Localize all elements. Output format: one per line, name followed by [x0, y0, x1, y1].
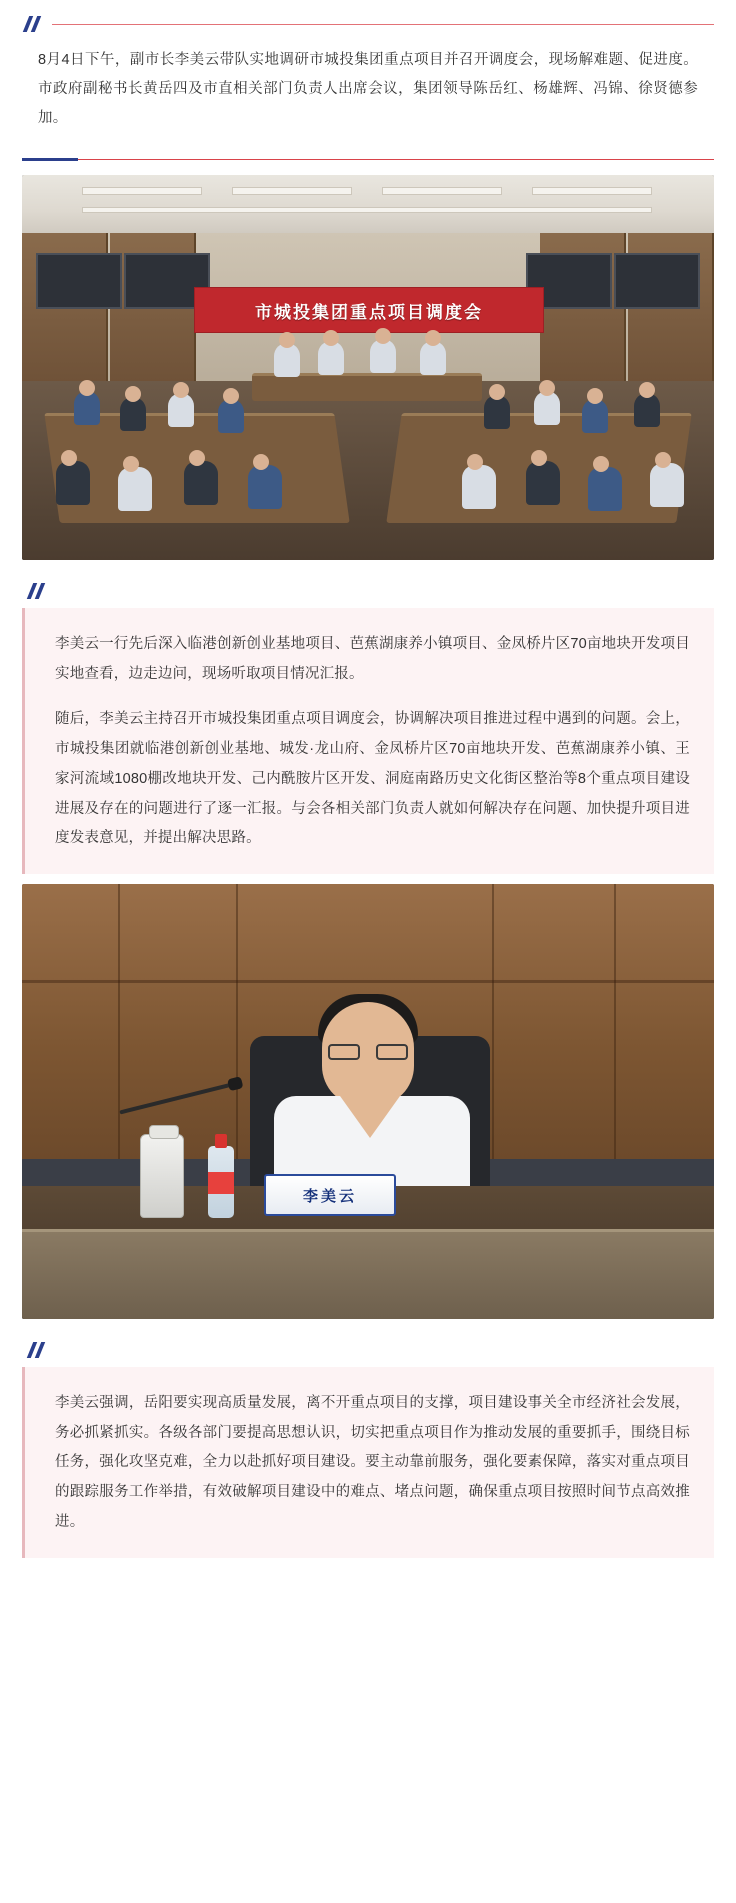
- block-one-decoration: [22, 570, 714, 604]
- attendee: [420, 341, 446, 375]
- glasses-icon: [328, 1044, 408, 1060]
- water-bottle: [208, 1146, 234, 1218]
- attendee: [120, 397, 146, 431]
- wall-screen-left: [36, 253, 122, 309]
- divider-line: [52, 24, 714, 25]
- attendee: [218, 399, 244, 433]
- content-block-two: [22, 1367, 714, 1558]
- attendee: [588, 467, 622, 511]
- attendee: [274, 343, 300, 377]
- wall-screen-right: [614, 253, 700, 309]
- paragraph: 随后，李美云主持召开市城投集团重点项目调度会，协调解决项目推进过程中遇到的问题。会上，市城投集团就临港创新创业基地、城发·龙山府、金凤桥片区70亩地块开发、芭蕉湖康养小镇、王家河流域1080棚改地块开发、己内酰胺片区开发、洞庭南路历史文化街区整治等8个重点项目建设进展及存在的问题进行了逐一汇报。与会各相关部门负责人就如何解决存在问题、加快提升项目进度发表意见，并提出解决思路。: [55, 711, 690, 847]
- attendee: [168, 393, 194, 427]
- attendee: [74, 391, 100, 425]
- attendee: [462, 465, 496, 509]
- section-divider: [22, 153, 714, 165]
- attendee: [184, 461, 218, 505]
- head-table: [252, 373, 482, 401]
- divider-blue-bar: [22, 158, 78, 161]
- attendee: [582, 399, 608, 433]
- meeting-photo: [22, 175, 714, 560]
- meeting-banner: 市城投集团重点项目调度会: [194, 287, 544, 333]
- attendee: [650, 463, 684, 507]
- double-slash-icon: [22, 16, 46, 32]
- attendee: [248, 465, 282, 509]
- paragraph: 李美云强调，岳阳要实现高质量发展，离不开重点项目的支撑，项目建设事关全市经济社会发展，务必抓紧抓实。各级各部门要提高思想认识，切实把重点项目作为推动发展的重要抓手，围绕目标任务，强化攻坚克难，全力以赴抓好项目建设。要主动靠前服务，强化要素保障，落实对重点项目的跟踪服务工作举措，有效破解项目建设中的难点、堵点问题，确保重点项目按照时间节点高效推进。: [55, 1395, 690, 1530]
- divider-red-bar: [78, 159, 714, 160]
- attendee: [370, 339, 396, 373]
- top-decoration: [22, 0, 714, 34]
- attendee: [484, 395, 510, 429]
- attendee: [118, 467, 152, 511]
- attendee: [56, 461, 90, 505]
- double-slash-icon: [26, 583, 50, 599]
- attendee: [534, 391, 560, 425]
- ceiling: [22, 175, 714, 235]
- block-two-decoration: [22, 1329, 714, 1363]
- paragraph: 李美云一行先后深入临港创新创业基地项目、芭蕉湖康养小镇项目、金凤桥片区70亩地块开发项目实地查看，边走边问，现场听取项目情况汇报。: [55, 636, 690, 682]
- double-slash-icon: [26, 1342, 50, 1358]
- desk-front: [22, 1229, 714, 1319]
- speaker-photo: [22, 884, 714, 1319]
- attendee: [526, 461, 560, 505]
- content-block-one: [22, 608, 714, 874]
- attendee: [634, 393, 660, 427]
- thermos: [140, 1134, 184, 1218]
- attendee: [318, 341, 344, 375]
- intro-paragraph: 8月4日下午，副市长李美云带队实地调研市城投集团重点项目并召开调度会，现场解难题、促进度。市政府副秘书长黄岳四及市直相关部门负责人出席会议，集团领导陈岳红、杨雄辉、冯锦、徐贤德参加。: [38, 52, 698, 126]
- nameplate: 李美云: [264, 1174, 396, 1216]
